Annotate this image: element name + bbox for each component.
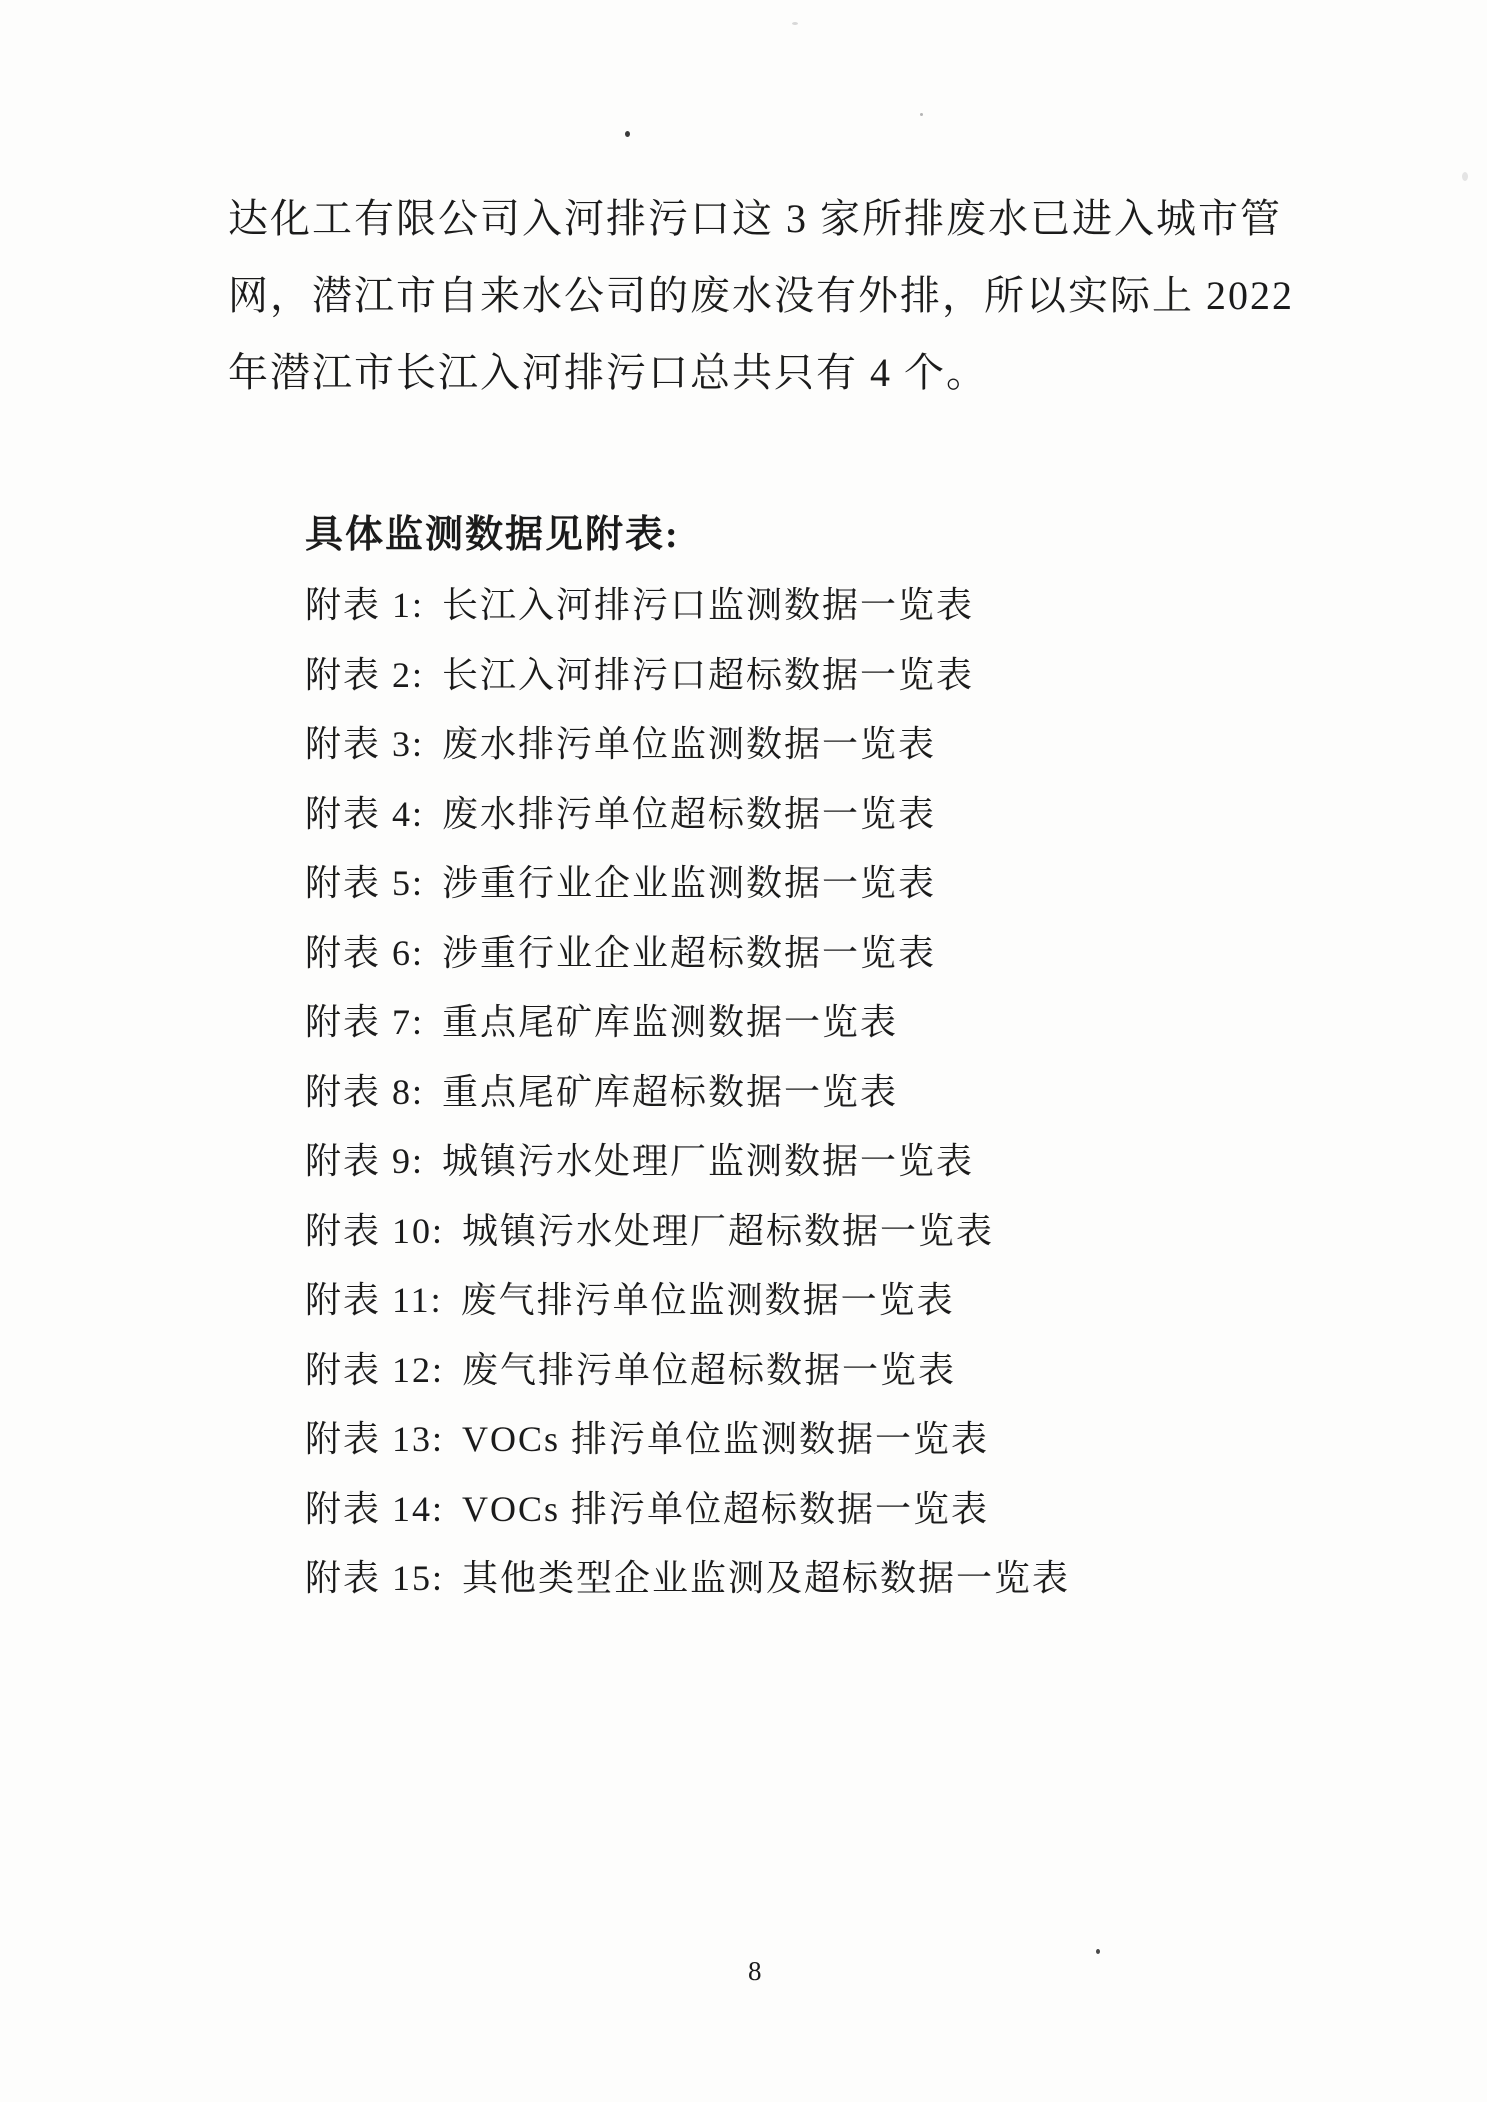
appendix-item-title: 重点尾矿库监测数据一览表: [442, 1002, 899, 1042]
appendix-item-title: 废水排污单位超标数据一览表: [442, 793, 937, 834]
appendix-item-label: 附表 12:: [305, 1349, 445, 1390]
paragraph-line: 网，潜江市自来水公司的废水没有外排，所以实际上 2022: [228, 273, 1294, 318]
appendix-item: [305, 1127, 1070, 1197]
appendix-item-title: 城镇污水处理厂监测数据一览表: [442, 1141, 975, 1181]
paragraph-line: 年潜江市长江入河排污口总共只有 4 个。: [228, 350, 988, 395]
appendix-item-title: 其他类型企业监测及超标数据一览表: [462, 1558, 1071, 1598]
appendix-item-title: VOCs 排污单位监测数据一览表: [462, 1419, 990, 1459]
appendix-item-label: 附表 9:: [305, 1141, 425, 1181]
paragraph-line: 达化工有限公司入河排污口这 3 家所排废水已进入城市管: [228, 196, 1282, 241]
appendix-item: [305, 641, 1070, 711]
appendix-item: [305, 780, 1070, 850]
appendix-item-label: 附表 13:: [305, 1419, 445, 1459]
appendix-item-title: 城镇污水处理厂超标数据一览表: [462, 1210, 995, 1251]
appendix-item-title: 废气排污单位超标数据一览表: [462, 1349, 957, 1390]
appendix-item-label: 附表 7:: [305, 1002, 425, 1042]
appendix-item: [305, 1197, 1070, 1267]
appendix-item-label: 附表 11:: [305, 1280, 443, 1320]
appendix-item: [305, 1544, 1070, 1614]
appendix-item-label: 附表 5:: [305, 863, 425, 903]
appendix-heading: 具体监测数据见附表:: [305, 514, 680, 556]
appendix-item: [305, 1405, 1070, 1475]
scan-speck: [625, 131, 630, 137]
appendix-item-label: 附表 4:: [305, 793, 425, 834]
appendix-item: [305, 849, 1070, 919]
scan-speck: [1096, 1949, 1100, 1954]
appendix-item-label: 附表 15:: [305, 1558, 445, 1598]
appendix-item-label: 附表 8:: [305, 1071, 425, 1112]
appendix-item-title: 长江入河排污口超标数据一览表: [442, 654, 975, 695]
appendix-item-title: 重点尾矿库超标数据一览表: [442, 1071, 899, 1112]
appendix-item-title: 涉重行业企业超标数据一览表: [442, 932, 937, 973]
scan-speck: [792, 22, 798, 25]
appendix-item: [305, 1266, 1070, 1336]
appendix-list: [305, 571, 1070, 1614]
body-paragraph: [228, 180, 1294, 411]
appendix-item: [305, 1336, 1070, 1406]
appendix-item-label: 附表 1:: [305, 585, 425, 625]
scan-speck: [920, 113, 923, 116]
appendix-item-label: 附表 6:: [305, 932, 425, 973]
appendix-item: [305, 1475, 1070, 1545]
appendix-item-title: VOCs 排污单位超标数据一览表: [462, 1488, 990, 1529]
appendix-item: [305, 571, 1070, 641]
appendix-item-label: 附表 2:: [305, 654, 425, 695]
appendix-item-title: 涉重行业企业监测数据一览表: [442, 863, 937, 903]
appendix-item-title: 废气排污单位监测数据一览表: [460, 1280, 955, 1320]
appendix-item-label: 附表 10:: [305, 1210, 445, 1251]
page-number: 8: [748, 1956, 762, 1986]
appendix-item-label: 附表 3:: [305, 724, 425, 764]
scan-speck: [1462, 172, 1468, 181]
appendix-item: [305, 710, 1070, 780]
appendix-item: [305, 1058, 1070, 1128]
appendix-item-title: 长江入河排污口监测数据一览表: [442, 585, 975, 625]
appendix-item-label: 附表 14:: [305, 1488, 445, 1529]
appendix-item-title: 废水排污单位监测数据一览表: [442, 724, 937, 764]
appendix-item: [305, 919, 1070, 989]
appendix-item: [305, 988, 1070, 1058]
